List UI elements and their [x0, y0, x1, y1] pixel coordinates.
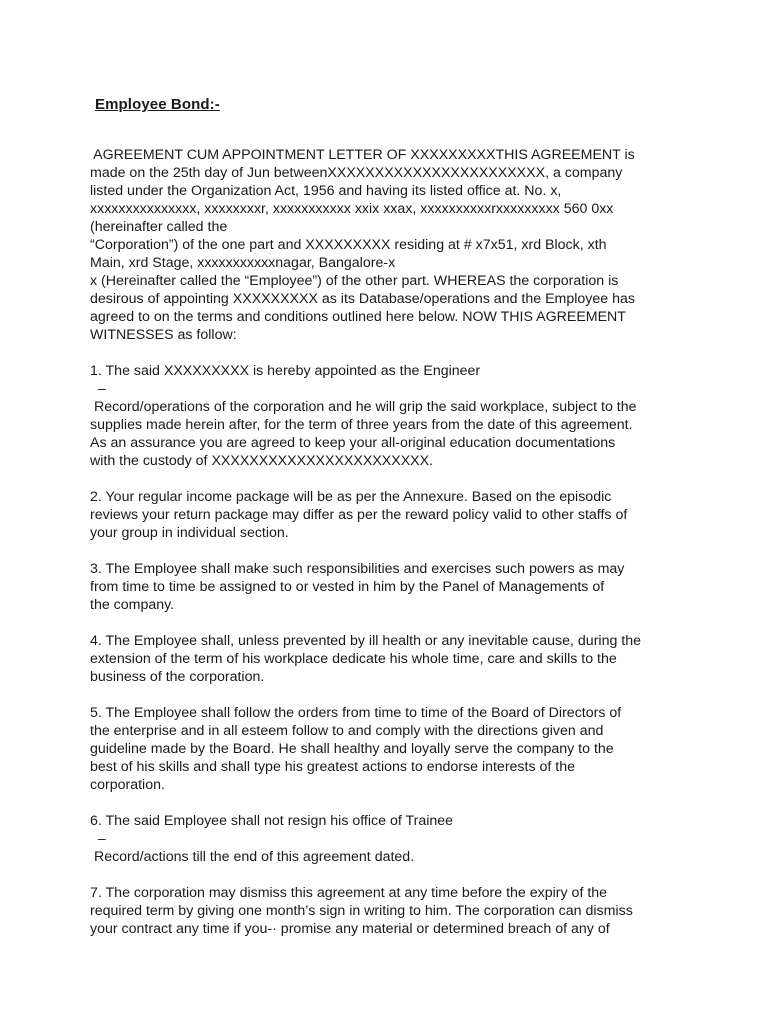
- text-line: 4. The Employee shall, unless prevented by ill health or any inevitable cause, during the: [90, 633, 642, 649]
- paragraph-clause-4: [90, 632, 690, 686]
- text-line: –: [90, 381, 106, 397]
- text-line: “Corporation”) of the one part and XXXXXXXXX residing at # x7x51, xrd Block, xth: [90, 237, 607, 253]
- text-line: 3. The Employee shall make such responsibilities and exercises such powers as may: [90, 561, 625, 577]
- text-line: the company.: [90, 597, 175, 613]
- text-line: AGREEMENT CUM APPOINTMENT LETTER OF XXXXXXXXXTHIS AGREEMENT is: [90, 147, 635, 163]
- document-body: [90, 146, 690, 956]
- paragraph-clause-2: [90, 488, 690, 542]
- paragraph-clause-7: [90, 884, 690, 938]
- text-line: your contract any time if you-· promise any material or determined breach of any of: [90, 921, 610, 937]
- text-line: (hereinafter called the: [90, 219, 228, 235]
- text-line: xxxxxxxxxxxxxxx, xxxxxxxxr, xxxxxxxxxxx xxix xxax, xxxxxxxxxxrxxxxxxxxx 560 0xx: [90, 201, 614, 217]
- text-line: guideline made by the Board. He shall healthy and loyally serve the company to the: [90, 741, 614, 757]
- text-line: 7. The corporation may dismiss this agreement at any time before the expiry of the: [90, 885, 608, 901]
- text-line: 6. The said Employee shall not resign his office of Trainee: [90, 813, 454, 829]
- text-line: the enterprise and in all esteem follow to and comply with the directions given and: [90, 723, 604, 739]
- text-line: corporation.: [90, 777, 165, 793]
- text-line: made on the 25th day of Jun betweenXXXXXXXXXXXXXXXXXXXXXXX, a company: [90, 165, 623, 181]
- text-line: As an assurance you are agreed to keep your all-original education documentations: [90, 435, 616, 451]
- text-line: Main, xrd Stage, xxxxxxxxxxxnagar, Bangalore-x: [90, 255, 396, 271]
- text-line: your group in individual section.: [90, 525, 289, 541]
- paragraph-clause-6: [90, 812, 690, 866]
- text-line: 1. The said XXXXXXXXX is hereby appointed as the Engineer: [90, 363, 481, 379]
- text-line: Record/operations of the corporation and he will grip the said workplace, subject to the: [90, 399, 637, 415]
- text-line: listed under the Organization Act, 1956 and having its listed office at. No. x,: [90, 183, 562, 199]
- text-line: reviews your return package may differ as per the reward policy valid to other staffs of: [90, 507, 628, 523]
- text-line: extension of the term of his workplace dedicate his whole time, care and skills to the: [90, 651, 617, 667]
- paragraph-clause-1: [90, 362, 690, 470]
- text-line: with the custody of XXXXXXXXXXXXXXXXXXXXXXX.: [90, 453, 434, 469]
- text-line: WITNESSES as follow:: [90, 327, 237, 343]
- text-line: 2. Your regular income package will be as per the Annexure. Based on the episodic: [90, 489, 612, 505]
- text-line: from time to time be assigned to or vested in him by the Panel of Managements of: [90, 579, 605, 595]
- paragraph-clause-3: [90, 560, 690, 614]
- text-line: –: [90, 831, 106, 847]
- paragraph-clause-5: [90, 704, 690, 794]
- text-line: supplies made herein after, for the term of three years from the date of this agreement.: [90, 417, 633, 433]
- text-line: business of the corporation.: [90, 669, 265, 685]
- text-line: Record/actions till the end of this agreement dated.: [90, 849, 415, 865]
- paragraph-intro: [90, 146, 690, 344]
- text-line: 5. The Employee shall follow the orders from time to time of the Board of Directors of: [90, 705, 622, 721]
- text-line: best of his skills and shall type his greatest actions to endorse interests of the: [90, 759, 576, 775]
- document-title: Employee Bond:-: [95, 96, 220, 113]
- text-line: agreed to on the terms and conditions outlined here below. NOW THIS AGREEMENT: [90, 309, 626, 325]
- text-line: required term by giving one month’s sign in writing to him. The corporation can dismiss: [90, 903, 633, 919]
- text-line: x (Hereinafter called the “Employee”) of the other part. WHEREAS the corporation is: [90, 273, 619, 289]
- text-line: desirous of appointing XXXXXXXXX as its Database/operations and the Employee has: [90, 291, 635, 307]
